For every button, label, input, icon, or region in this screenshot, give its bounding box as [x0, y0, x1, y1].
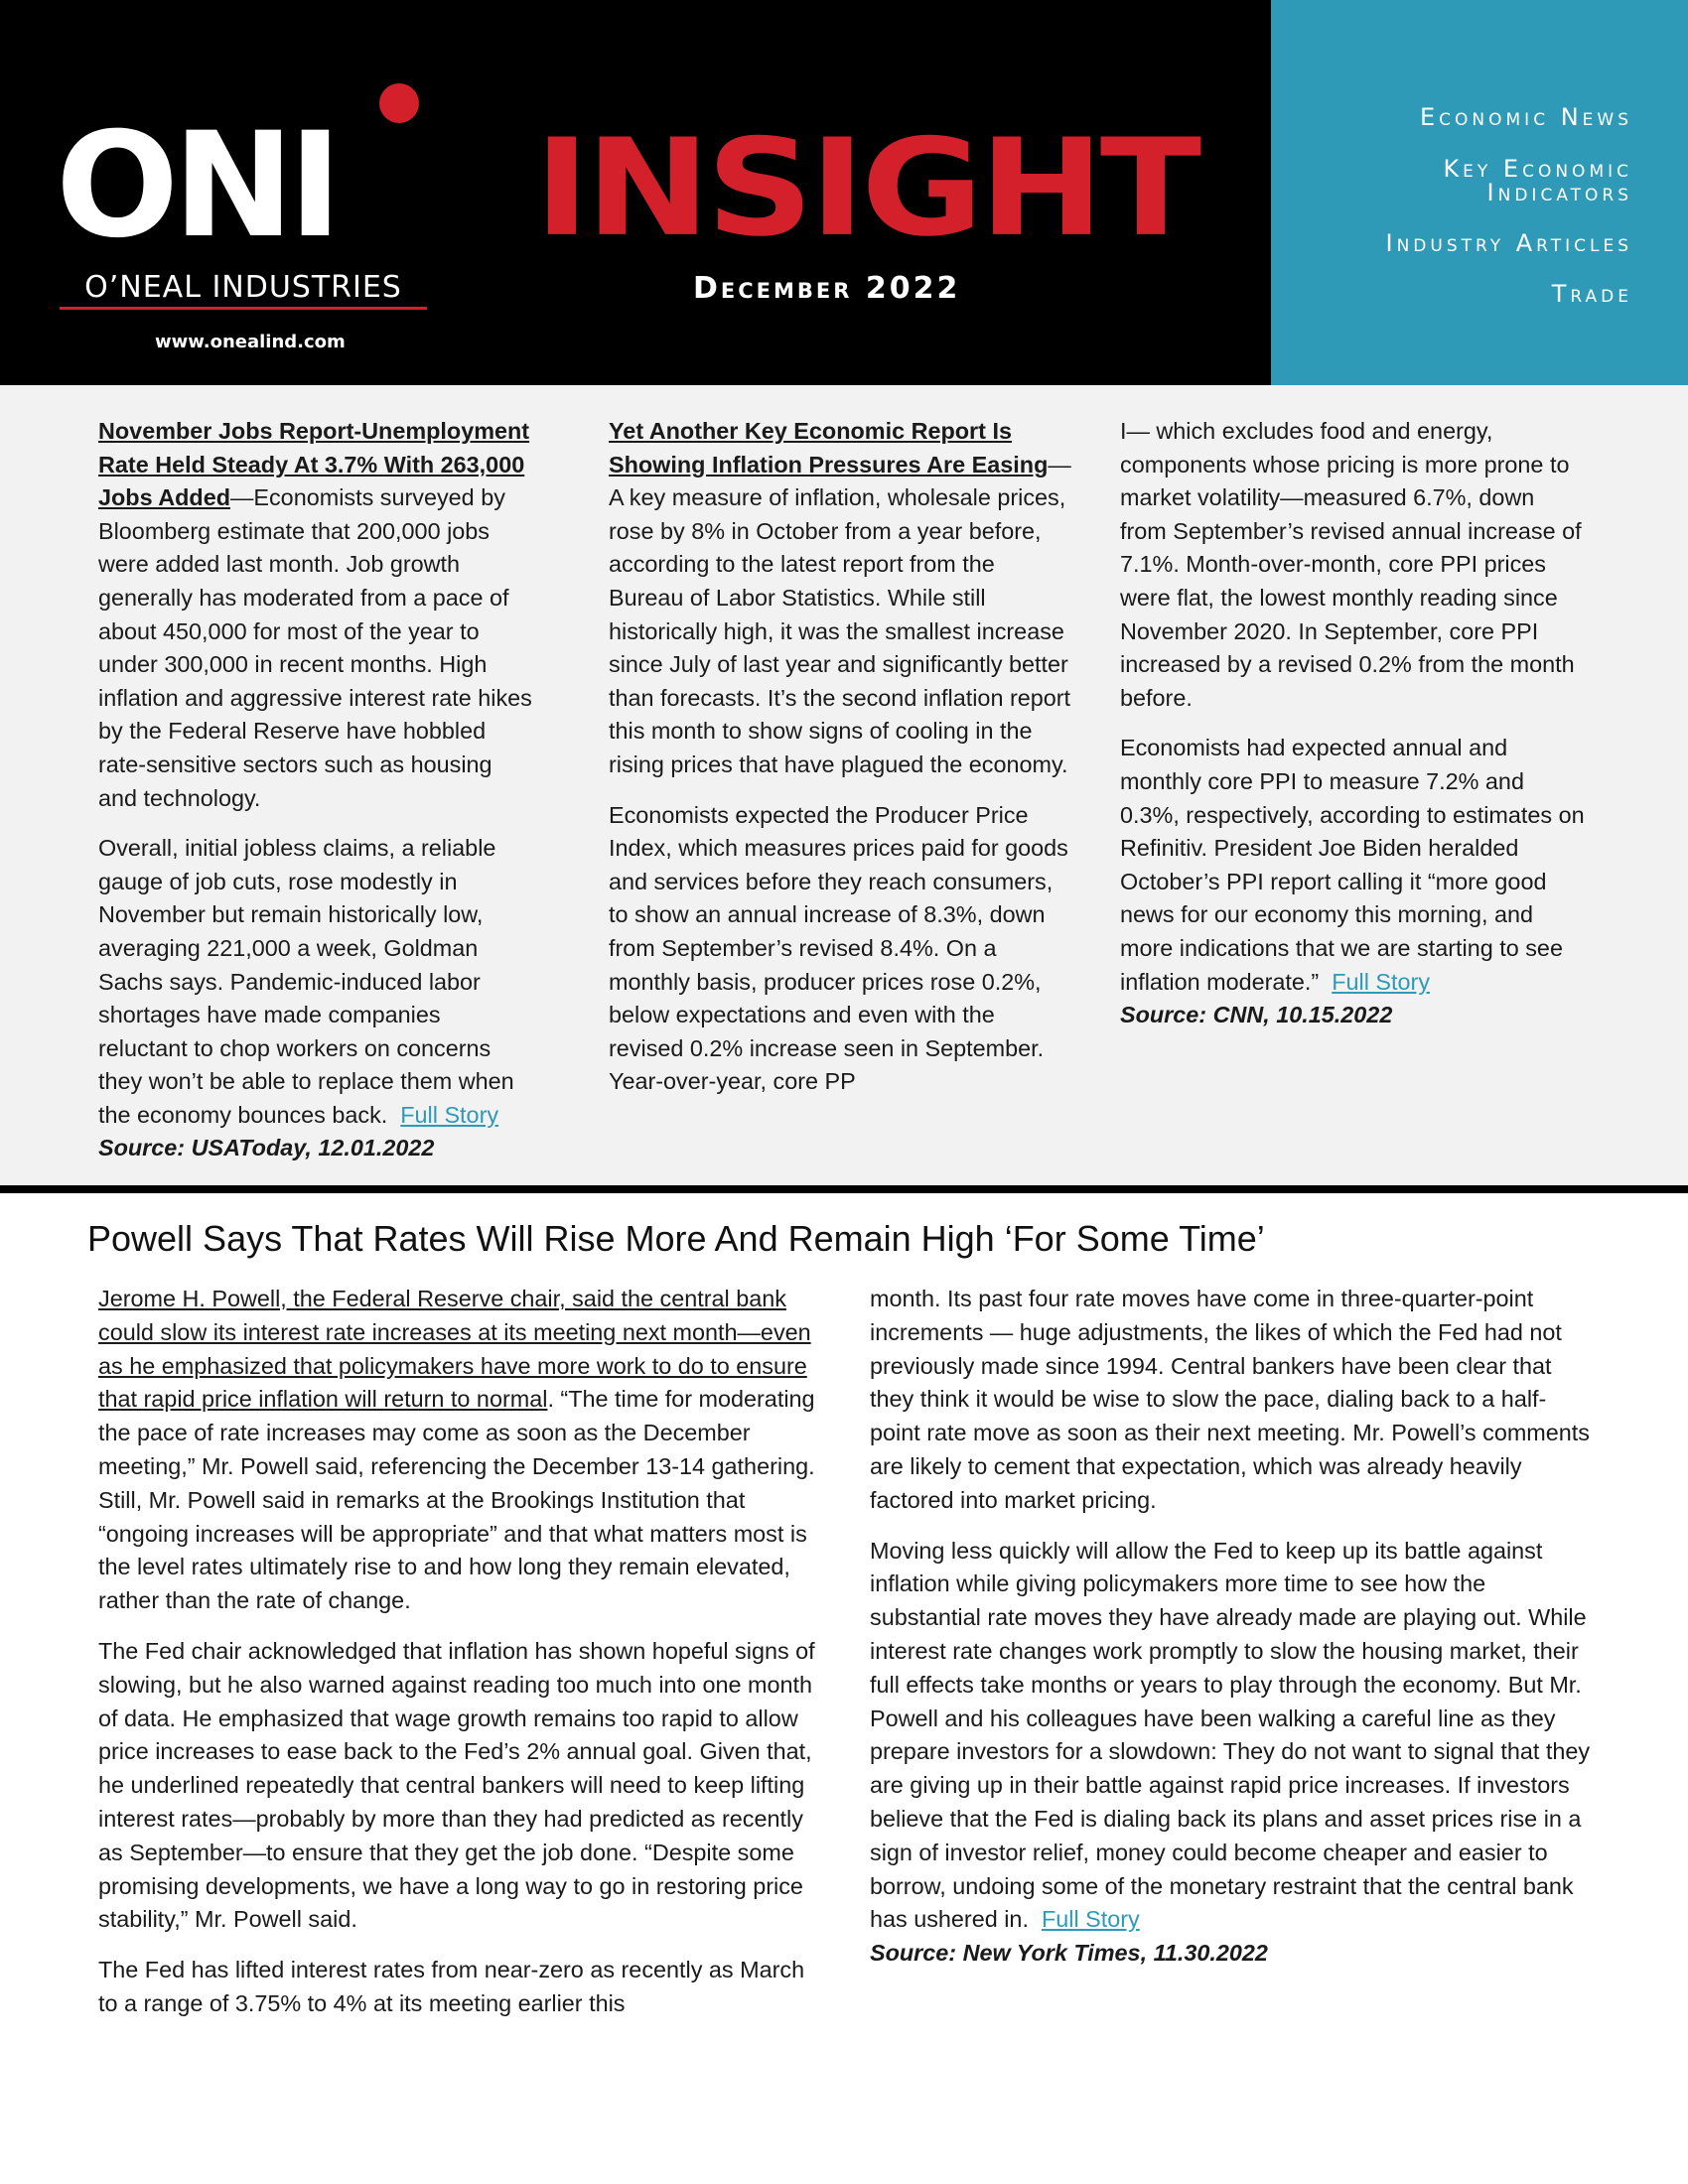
article-paragraph: Economists expected the Producer Price Index, which measures prices paid for goods and services before they reach consumers, to show an annual increase of 8.3%, down from September’s revised 8.4%. On a monthly basis, producer prices rose 0.2%, below expectations and even with the revised 0.2% increase seen in September. Year-over-year, core PP	[609, 801, 1068, 1095]
publication-title: INSIGHT	[534, 110, 1198, 267]
feature-lead-link[interactable]: Jerome H. Powell, the Federal Reserve chair, said the central bank could slow its interest rate increases at its meeting next month—even as he emphasized that policymakers have more work to do to ensure that rapid price inflation will return to normal	[98, 1286, 811, 1413]
article-source: Source: USAToday, 12.01.2022	[98, 1135, 435, 1161]
feature-paragraph: . “The time for moderating the pace of rate increases may come as soon as the December meeting,” Mr. Powell said, referencing the December 13-14 gathering. Still, Mr. Powell said in remarks at the Brookings Institution that “ongoing increases will be appropriate” and that what matters most is the level rates ultimately rise to and how long they remain elevated, rather than the rate of change.	[98, 1386, 815, 1614]
feature-column-right	[870, 1283, 1595, 1971]
article-inflation-easing	[609, 415, 1075, 1099]
feature-paragraph: Moving less quickly will allow the Fed to keep up its battle against inflation while giving policymakers more time to see how the substantial rate moves they have already made are playing out. While interest rate changes work promptly to slow the housing market, their full effects take months or years to play through the economy. But Mr. Powell and his colleagues have been walking a careful line as they prepare investors for a slowdown: They do not want to signal that they are giving up in their battle against rapid price increases. If investors believe that the Fed is dialing back its plans and asset prices rise in a sign of investor relief, money could become cheaper and easier to borrow, undoing some of the monetary restraint that the central bank has ushered in.	[870, 1537, 1591, 1933]
feature-paragraph: The Fed has lifted interest rates from near-zero as recently as March to a range of 3.75% to 4% at its meeting earlier this	[98, 1957, 805, 2016]
feature-column-left	[98, 1283, 823, 2038]
oni-logo: ONI	[56, 101, 337, 270]
nav-key-economic-indicators-line2: Indicators	[1486, 179, 1632, 206]
logo-divider	[60, 307, 427, 310]
article-paragraph: A key measure of inflation, wholesale prices, rose by 8% in October from a year before, according to the latest report from the Bureau of Labor Statistics. While still historically high, it was the smallest increase since July of last year and significantly better than forecasts. It’s the second inflation report this month to show signs of cooling in the rising prices that have plagued the economy.	[609, 484, 1071, 777]
article-paragraph: Overall, initial jobless claims, a reliable gauge of job cuts, rose modestly in November but remain historically low, averaging 221,000 a week, Goldman Sachs says. Pandemic-induced labor shortages have made companies reluctant to chop workers on concerns they won’t be able to replace them when the economy bounces back.	[98, 835, 514, 1128]
feature-paragraph: The Fed chair acknowledged that inflation has shown hopeful signs of slowing, but he also warned against reading too much into one month of data. He emphasized that wage growth remains too rapid to allow price increases to ease back to the Fed’s 2% annual goal. Given that, he underlined repeatedly that central bankers will need to keep lifting interest rates—probably by more than they had predicted as recently as September—to ensure that they get the job done. “Despite some promising developments, we have a long way to go in restoring price stability,” Mr. Powell said.	[98, 1637, 815, 1933]
article-jobs-report	[98, 415, 535, 1165]
nav-key-economic-indicators-line1: Key Economic	[1443, 155, 1632, 183]
full-story-link[interactable]: Full Story	[400, 1101, 499, 1128]
section-divider	[0, 1185, 1688, 1193]
article-source: Source: CNN, 10.15.2022	[1120, 1002, 1393, 1028]
logo-red-dot-icon	[379, 83, 419, 123]
article-paragraph: Economists surveyed by Bloomberg estimate that 200,000 jobs were added last month. Job growth generally has moderated from a pace of about 450,000 for most of the year to under 300,000 in recent months. High inflation and aggressive interest rate hikes by the Federal Reserve have hobbled rate-sensitive sectors such as housing and technology.	[98, 484, 532, 811]
full-story-link[interactable]: Full Story	[1332, 968, 1431, 995]
dash: —	[1048, 451, 1071, 478]
article-paragraph: I— which excludes food and energy, components whose pricing is more prone to market volatility—measured 6.7%, down from September’s revised annual increase of 7.1%. Month-over-month, core PPI prices were flat, the lowest monthly reading since November 2020. In September, core PPI increased by a revised 0.2% from the month before.	[1120, 418, 1582, 711]
full-story-link[interactable]: Full Story	[1041, 1906, 1140, 1933]
article-inflation-easing-continued	[1120, 415, 1587, 1032]
issue-date: December 2022	[693, 271, 961, 306]
section-nav	[1271, 0, 1688, 385]
feature-paragraph: month. Its past four rate moves have come in three-quarter-point increments — huge adjustments, the likes of which the Fed had not previously made since 1994. Central bankers have been clear that they think it would be wise to slow the pace, dialing back to a half-point rate move as soon as their next meeting. Mr. Powell’s comments are likely to cement that expectation, which was already heavily factored into market pricing.	[870, 1286, 1591, 1513]
nav-key-economic-indicators[interactable]	[1443, 157, 1632, 205]
feature-source: Source: New York Times, 11.30.2022	[870, 1940, 1268, 1967]
company-name: O’NEAL INDUSTRIES	[84, 270, 402, 305]
article-paragraph: Economists had expected annual and monthly core PPI to measure 7.2% and 0.3%, respectively, according to estimates on Refinitiv. President Joe Biden heralded October’s PPI report calling it “more good news for our economy this morning, and more indications that we are starting to see inflation moderate.”	[1120, 735, 1585, 995]
feature-title: Powell Says That Rates Will Rise More And Remain High ‘For Some Time’	[87, 1218, 1265, 1259]
website-link[interactable]: www.onealind.com	[155, 332, 346, 352]
article-headline[interactable]: Yet Another Key Economic Report Is Showing Inflation Pressures Are Easing	[609, 418, 1049, 478]
dash: —	[230, 484, 254, 511]
nav-industry-articles[interactable]: Industry Articles	[1385, 229, 1632, 257]
article-headline[interactable]: November Jobs Report-Unemployment Rate Held Steady At 3.7% With 263,000 Jobs Added	[98, 418, 530, 511]
economic-news-section	[0, 385, 1688, 1185]
nav-trade[interactable]: Trade	[1551, 280, 1632, 308]
nav-economic-news[interactable]: Economic News	[1420, 103, 1632, 131]
